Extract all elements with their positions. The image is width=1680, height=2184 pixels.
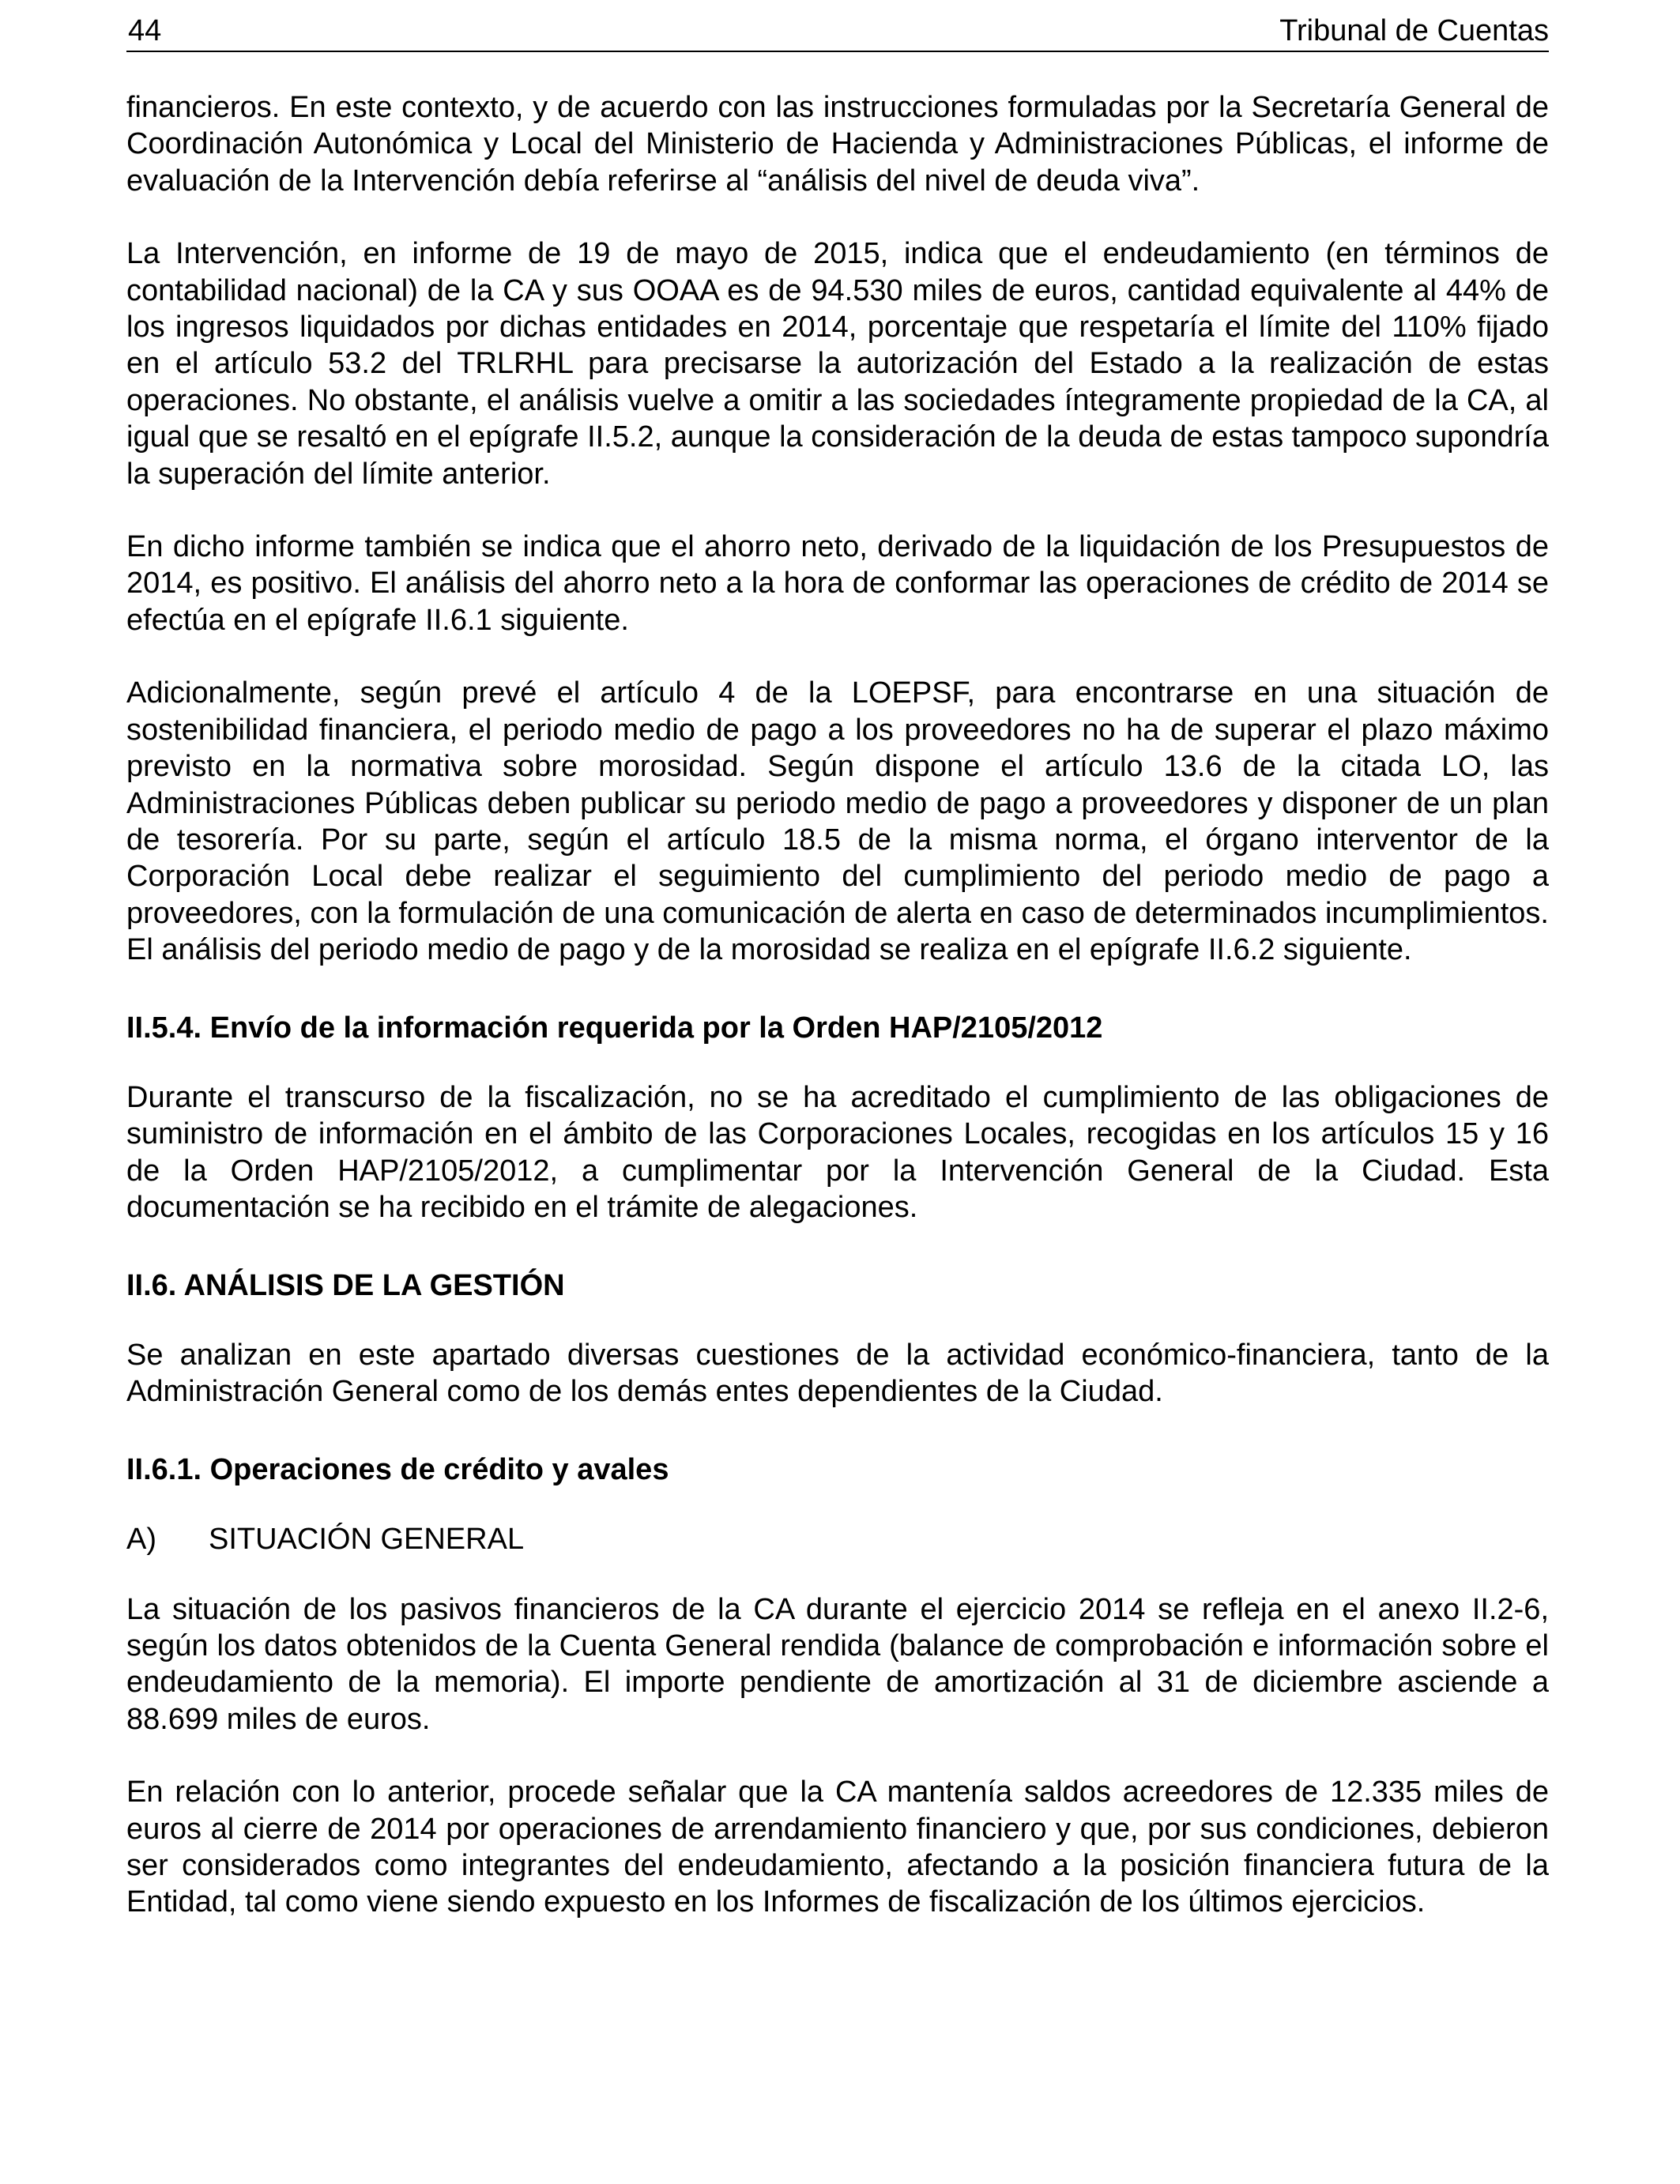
- subsection-heading-a: [126, 1521, 1549, 1557]
- page-number: 44: [128, 14, 162, 47]
- running-header: [126, 11, 1549, 52]
- paragraph-2: La Intervención, en informe de 19 de mayo de 2015, indica que el endeudamiento (en términos de contabilidad nacional) de la CA y sus OOAA es de 94.530 miles de euros, cantidad equivalente al 44% de los ingresos liquidados por dichas entidades en 2014, porcentaje que respetaría el límite del 110% fijado en el artículo 53.2 del TRLRHL para precisarse la autorización del Estado a la realización de estas operaciones. No obstante, el análisis vuelve a omitir a las sociedades íntegramente propiedad de la CA, al igual que se resaltó en el epígrafe II.5.2, aunque la consideración de la deuda de estas tampoco supondría la superación del límite anterior.: [126, 237, 1549, 491]
- paragraph-7: La situación de los pasivos financieros de la CA durante el ejercicio 2014 se refleja en el anexo II.2-6, según los datos obtenidos de la Cuenta General rendida (balance de comprobación e información sobre el endeudamiento de la memoria). El importe pendiente de amortización al 31 de diciembre asciende a 88.699 miles de euros.: [126, 1592, 1549, 1736]
- header-title: Tribunal de Cuentas: [1279, 14, 1549, 47]
- paragraph-5: Durante el transcurso de la fiscalización, no se ha acreditado el cumplimiento de las obligaciones de suministro de información en el ámbito de las Corporaciones Locales, recogidas en los artículos 15 y 16 de la Orden HAP/2105/2012, a cumplimentar por la Intervención General de la Ciudad. Esta documentación se ha recibido en el trámite de alegaciones.: [126, 1080, 1549, 1225]
- paragraph-1: financieros. En este contexto, y de acuerdo con las instrucciones formuladas por la Secretaría General de Coordinación Autonómica y Local del Ministerio de Hacienda y Administraciones Públicas, el informe de evaluación de la Intervención debía referirse al “análisis del nivel de deuda viva”.: [126, 91, 1549, 198]
- paragraph-6: Se analizan en este apartado diversas cuestiones de la actividad económico-financiera, tanto de la Administración General como de los demás entes dependientes de la Ciudad.: [126, 1338, 1549, 1409]
- paragraph-8: En relación con lo anterior, procede señalar que la CA mantenía saldos acreedores de 12.335 miles de euros al cierre de 2014 por operaciones de arrendamiento financiero y que, por sus condiciones, debieron ser considerados como integrantes del endeudamiento, afectando a la posición financiera futura de la Entidad, tal como viene siendo expuesto en los Informes de fiscalización de los últimos ejercicios.: [126, 1775, 1549, 1919]
- subsection-title: SITUACIÓN GENERAL: [209, 1523, 525, 1557]
- paragraph-3: En dicho informe también se indica que el ahorro neto, derivado de la liquidación de los Presupuestos de 2014, es positivo. El análisis del ahorro neto a la hora de conformar las operaciones de crédito de 2014 se efectúa en el epígrafe II.6.1 siguiente.: [126, 530, 1549, 637]
- subsection-letter: A): [126, 1523, 156, 1557]
- paragraph-4: Adicionalmente, según prevé el artículo 4 de la LOEPSF, para encontrarse en una situación de sostenibilidad financiera, el periodo medio de pago a los proveedores no ha de superar el plazo máximo previsto en la normativa sobre morosidad. Según dispone el artículo 13.6 de la citada LO, las Administraciones Públicas deben publicar su periodo medio de pago a proveedores y disponer de un plan de tesorería. Por su parte, según el artículo 18.5 de la misma norma, el órgano interventor de la Corporación Local debe realizar el seguimiento del cumplimiento del periodo medio de pago a proveedores, con la formulación de una comunicación de alerta en caso de determinados incumplimientos. El análisis del periodo medio de pago y de la morosidad se realiza en el epígrafe II.6.2 siguiente.: [126, 676, 1549, 967]
- document-body: [126, 89, 1549, 1921]
- section-heading-ii-5-4: II.5.4. Envío de la información requerida por la Orden HAP/2105/2012: [126, 1011, 1103, 1045]
- section-heading-ii-6: II.6. ANÁLISIS DE LA GESTIÓN: [126, 1268, 565, 1302]
- section-heading-ii-6-1: II.6.1. Operaciones de crédito y avales: [126, 1452, 669, 1486]
